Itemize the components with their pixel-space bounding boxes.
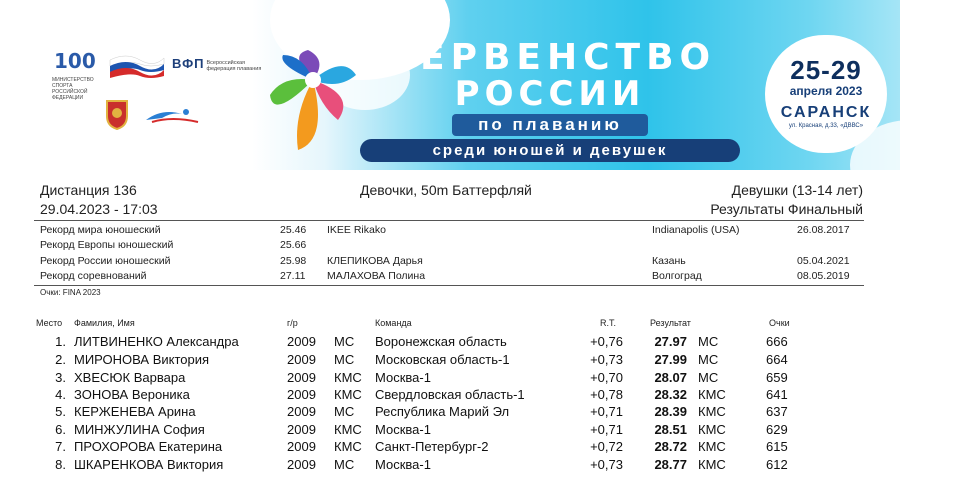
divider: [34, 220, 864, 221]
record-date: 08.05.2019: [797, 270, 850, 282]
swimmer-icon: [142, 104, 202, 130]
flag-wave-icon: [106, 52, 166, 84]
col-rt: R.T.: [600, 318, 617, 328]
place: 3.: [55, 370, 66, 385]
svg-text:100: 100: [54, 49, 96, 73]
table-row: [0, 334, 900, 351]
russia-flag-logo: [106, 52, 166, 87]
table-row: [0, 457, 900, 474]
birth-year: 2009: [287, 334, 316, 349]
reaction-time: +0,70: [590, 370, 623, 385]
qualification: МС: [698, 352, 719, 367]
athlete-name: КЕРЖЕНЕВА Арина: [74, 404, 196, 419]
event-datetime: 29.04.2023 - 17:03: [40, 201, 158, 217]
title-line-1: ПЕРВЕНСТВО: [383, 37, 717, 78]
swim-federation-logo: [142, 104, 202, 133]
birth-year: 2009: [287, 404, 316, 419]
record-time: 25.46: [280, 224, 307, 236]
qualification: КМС: [698, 439, 726, 454]
points: 637: [766, 404, 788, 419]
reaction-time: +0,72: [590, 439, 623, 454]
points: 641: [766, 387, 788, 402]
rank: МС: [334, 404, 355, 419]
result-time: 27.97: [654, 334, 687, 349]
record-time: 25.98: [280, 255, 307, 267]
place: 6.: [55, 422, 66, 437]
table-row: [0, 404, 900, 421]
athlete-name: ЗОНОВА Вероника: [74, 387, 190, 402]
reaction-time: +0,78: [590, 387, 623, 402]
table-row: [0, 352, 900, 369]
points: 629: [766, 422, 788, 437]
result-time: 28.39: [654, 404, 687, 419]
rank: МС: [334, 457, 355, 472]
points: 666: [766, 334, 788, 349]
qualification: КМС: [698, 457, 726, 472]
athlete-name: ШКАРЕНКОВА Виктория: [74, 457, 224, 472]
reaction-time: +0,73: [590, 352, 623, 367]
team: Москва-1: [375, 422, 431, 437]
record-name: Рекорд России юношеский: [40, 255, 171, 267]
ministry-emblem-icon: [52, 48, 96, 74]
qualification: МС: [698, 334, 719, 349]
place: 4.: [55, 387, 66, 402]
record-time: 27.11: [280, 270, 306, 282]
record-date: 05.04.2021: [797, 255, 850, 267]
result-time: 28.72: [654, 439, 687, 454]
date-month: апреля 2023: [789, 84, 863, 98]
record-holder: IKEE Rikako: [327, 224, 386, 236]
team: Воронежская область: [375, 334, 507, 349]
event-banner: [0, 0, 900, 170]
team: Санкт-Петербург-2: [375, 439, 489, 454]
record-holder: МАЛАХОВА Полина: [327, 270, 426, 282]
table-row: [0, 387, 900, 404]
athlete-name: ХВЕСЮК Варвара: [74, 370, 186, 385]
place: 5.: [55, 404, 66, 419]
team: Москва-1: [375, 457, 431, 472]
record-time: 25.66: [280, 239, 307, 251]
record-place: Волгоград: [652, 270, 702, 282]
qualification: КМС: [698, 387, 726, 402]
rank: КМС: [334, 370, 362, 385]
rank: МС: [334, 334, 355, 349]
birth-year: 2009: [287, 439, 316, 454]
partner-logos: [44, 48, 284, 138]
points: 659: [766, 370, 788, 385]
rank: КМС: [334, 422, 362, 437]
result-time: 28.51: [654, 422, 687, 437]
record-name: Рекорд Европы юношеский: [40, 239, 174, 251]
birth-year: 2009: [287, 387, 316, 402]
col-name: Фамилия, Имя: [74, 318, 135, 328]
age-category: Девушки (13-14 лет): [731, 182, 863, 198]
date-badge: [765, 35, 887, 153]
place: 2.: [55, 352, 66, 367]
points-note: Очки: FINA 2023: [40, 288, 101, 297]
birth-year: 2009: [287, 457, 316, 472]
place: 8.: [55, 457, 66, 472]
date-range: 25-29: [790, 55, 862, 85]
col-points: Очки: [769, 318, 790, 328]
points: 612: [766, 457, 788, 472]
vfp-logo: ВФП Всероссийская федерация плавания: [172, 56, 262, 73]
team: Республика Марий Эл: [375, 404, 510, 419]
distance-label: Дистанция 136: [40, 182, 137, 198]
col-place: Место: [36, 318, 63, 328]
rank: КМС: [334, 387, 362, 402]
record-date: 26.08.2017: [797, 224, 850, 236]
birth-year: 2009: [287, 422, 316, 437]
table-row: [0, 370, 900, 387]
result-time: 28.07: [654, 370, 687, 385]
athlete-name: МИРОНОВА Виктория: [74, 352, 210, 367]
record-place: Казань: [652, 255, 686, 267]
record-holder: КЛЕПИКОВА Дарья: [327, 255, 423, 267]
results-type: Результаты Финальный: [710, 201, 863, 217]
team: Московская область-1: [375, 352, 510, 367]
col-result: Результат: [650, 318, 691, 328]
place: 1.: [55, 334, 66, 349]
divider: [34, 285, 864, 286]
table-row: [0, 439, 900, 456]
athlete-name: МИНЖУЛИНА София: [74, 422, 205, 437]
qualification: КМС: [698, 422, 726, 437]
title-line-4: среди юношей и девушек: [360, 139, 740, 162]
athlete-name: ПРОХОРОВА Екатерина: [74, 439, 223, 454]
team: Свердловская область-1: [375, 387, 525, 402]
place: 7.: [55, 439, 66, 454]
rank: МС: [334, 352, 355, 367]
reaction-time: +0,73: [590, 457, 623, 472]
mordovia-emblem: [104, 98, 130, 133]
rank: КМС: [334, 439, 362, 454]
championship-title: [360, 37, 740, 162]
record-name: Рекорд соревнований: [40, 270, 147, 282]
qualification: МС: [698, 370, 719, 385]
team: Москва-1: [375, 370, 431, 385]
reaction-time: +0,71: [590, 422, 623, 437]
city-name: САРАНСК: [780, 104, 872, 121]
reaction-time: +0,76: [590, 334, 623, 349]
qualification: КМС: [698, 404, 726, 419]
result-time: 28.77: [654, 457, 687, 472]
coat-of-arms-icon: [104, 98, 130, 130]
title-line-3: по плаванию: [452, 114, 648, 136]
col-year: г/р: [287, 318, 298, 328]
table-row: [0, 422, 900, 439]
reaction-time: +0,71: [590, 404, 623, 419]
record-place: Indianapolis (USA): [652, 224, 740, 236]
ministry-logo: 100 МИНИСТЕРСТВО СПОРТА РОССИЙСКОЙ ФЕДЕРАЦИИ: [52, 49, 96, 101]
birth-year: 2009: [287, 370, 316, 385]
event-name: Девочки, 50m Баттерфляй: [360, 182, 532, 198]
venue-address: ул. Красная, д.33, «ДВВС»: [788, 123, 864, 129]
title-line-2: РОССИИ: [454, 74, 646, 114]
result-time: 28.32: [654, 387, 687, 402]
birth-year: 2009: [287, 352, 316, 367]
record-name: Рекорд мира юношеский: [40, 224, 161, 236]
championship-emblem-icon: [268, 50, 358, 160]
points: 664: [766, 352, 788, 367]
col-team: Команда: [375, 318, 412, 328]
points: 615: [766, 439, 788, 454]
result-time: 27.99: [654, 352, 687, 367]
athlete-name: ЛИТВИНЕНКО Александра: [74, 334, 239, 349]
